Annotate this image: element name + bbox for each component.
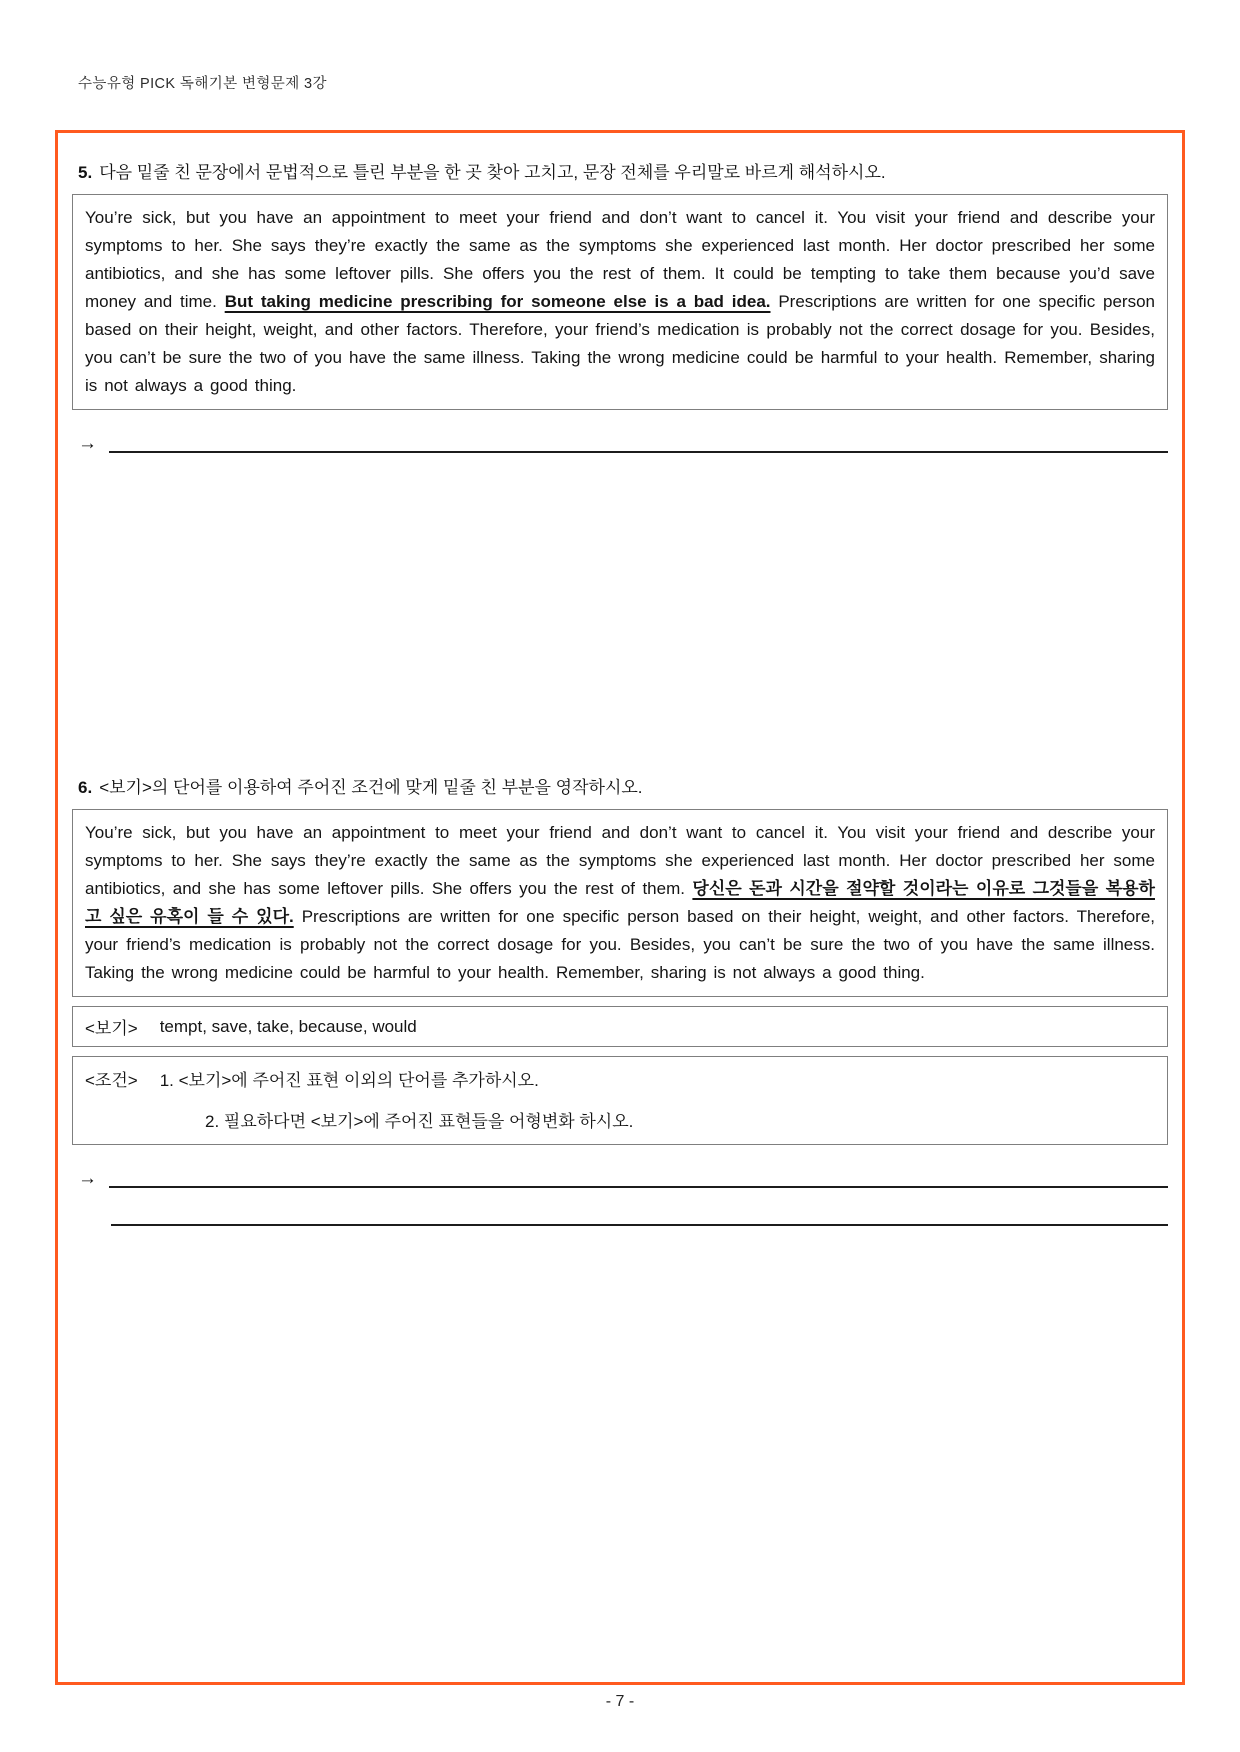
jogeon-condition-1: 1. <보기>에 주어진 표현 이외의 단어를 추가하시오. — [159, 1071, 539, 1090]
answer-blank-line-2 — [111, 1208, 1168, 1226]
answer-blank-line — [109, 435, 1168, 453]
passage-text-after: Prescriptions are written for one specific person based on their height, weight, and other factors. Therefore, your friend’s medication is probably not the correct dosage for you. Besides, you can’t be sure the two of you have the same illness. Taking the wrong medicine could be harmful to your health. Remember, sharing is not always a good thing. — [85, 907, 1155, 982]
answer-arrow-icon: → — [78, 433, 97, 454]
passage-underlined-sentence: But taking medicine prescribing for someone else is a bad idea. — [224, 292, 771, 311]
bogi-word-bank-box — [72, 1006, 1168, 1047]
passage-text-before: You’re sick, but you have an appointment to meet your friend and don’t want to cancel it. You visit your friend and describe your symptoms to her. She says they’re exactly the same as the symptoms she experienced last month. Her doctor prescribed her some antibiotics, and she has some leftover pills. She offers you the rest of them. It could be tempting to take them because you’d save money and time. — [85, 208, 1155, 311]
question-6-answer-row-1 — [78, 1169, 1168, 1188]
answer-arrow-icon: → — [78, 1168, 97, 1189]
question-6-instruction — [78, 776, 1168, 800]
question-6-number: 6. — [78, 778, 93, 797]
jogeon-label: <조건> — [85, 1071, 138, 1090]
jogeon-condition-1-row — [85, 1066, 1155, 1091]
question-6-answer-row-2 — [78, 1208, 1168, 1226]
question-6 — [72, 776, 1168, 1226]
bogi-label: <보기> — [85, 1019, 138, 1038]
page-number: - 7 - — [605, 1693, 635, 1710]
question-6-passage-box — [72, 809, 1168, 997]
question-5 — [72, 161, 1168, 453]
passage-underlined-korean-sentence: 당신은 돈과 시간을 절약할 것이라는 이유로 그것들을 복용하고 싶은 유혹이 들 수 있다. — [85, 879, 1155, 926]
document-header: 수능유형 PICK 독해기본 변형문제 3강 — [78, 76, 327, 92]
worksheet-frame — [55, 130, 1185, 1685]
question-5-number: 5. — [78, 163, 93, 182]
question-5-instruction — [78, 161, 1168, 185]
passage-text-before: You’re sick, but you have an appointment to meet your friend and don’t want to cancel it. You visit your friend and describe your symptoms to her. She says they’re exactly the same as the symptoms she experienced last month. Her doctor prescribed her some antibiotics, and she has some leftover pills. She offers you the rest of them. — [85, 823, 1155, 898]
question-5-instruction-text: 다음 밑줄 친 문장에서 문법적으로 틀린 부분을 한 곳 찾아 고치고, 문장 전체를 우리말로 바르게 해석하시오. — [99, 163, 886, 182]
answer-blank-line-1 — [109, 1170, 1168, 1188]
passage-text-after: Prescriptions are written for one specific person based on their height, weight, and other factors. Therefore, your friend’s medication is probably not the correct dosage for you. Besides, you can’t be sure the two of you have the same illness. Taking the wrong medicine could be harmful to your health. Remember, sharing is not always a good thing. — [85, 292, 1155, 395]
question-5-answer-row — [78, 434, 1168, 453]
jogeon-conditions-box — [72, 1056, 1168, 1145]
jogeon-condition-2: 2. 필요하다면 <보기>에 주어진 표현들을 어형변화 하시오. — [205, 1112, 634, 1131]
question-5-passage-box — [72, 194, 1168, 410]
bogi-words: tempt, save, take, because, would — [159, 1016, 417, 1036]
question-6-instruction-text: <보기>의 단어를 이용하여 주어진 조건에 맞게 밑줄 친 부분을 영작하시오. — [99, 778, 643, 797]
